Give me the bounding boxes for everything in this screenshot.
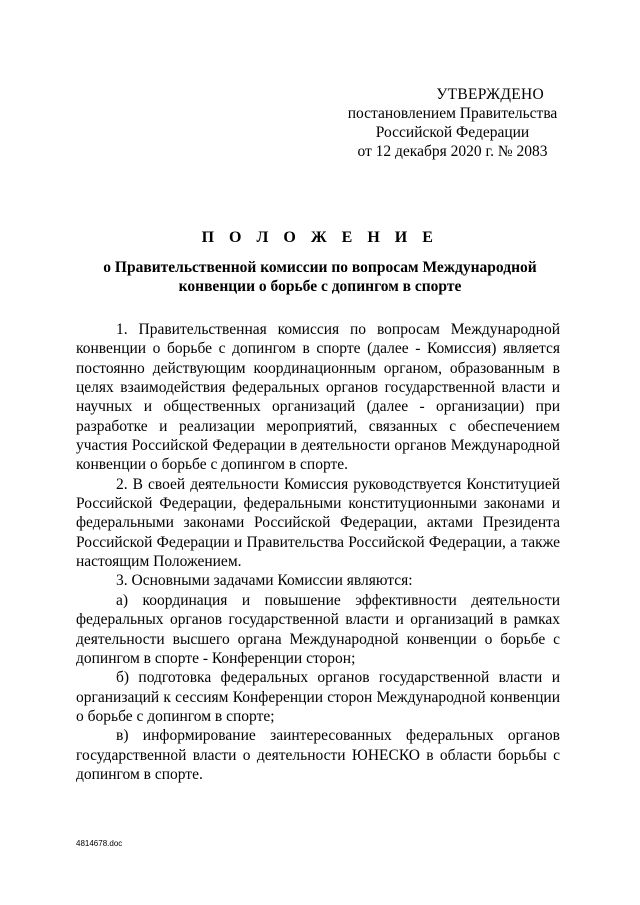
approval-line-date-number: от 12 декабря 2020 г. № 2083 bbox=[357, 143, 548, 160]
file-code: 4814678.doc bbox=[76, 839, 123, 848]
paragraph-3c: в) информирование заинтересованных федеральных органов государственной власти о деятельности ЮНЕСКО в области борьбы с допингом в спорте. bbox=[76, 727, 560, 783]
paragraph-1: 1. Правительственная комиссия по вопросам Международной конвенции о борьбе с допингом в спорте (далее - Комиссия) является постоянно действующим координационным органом, образованным в целях взаимодействия федеральных органов государственной власти и научных и общественных организаций (далее - организации) при разработке и реализации мероприятий, связанных с обеспечением участия Российской Федерации в деятельности органов Международной конвенции о борьбе с допингом в спорте. bbox=[76, 321, 560, 474]
document-title: П О Л О Ж Е Н И Е bbox=[201, 229, 439, 246]
paragraph-3a: а) координация и повышение эффективности деятельности федеральных органов государственной власти и организаций в рамках деятельности высшего органа Международной конвенции о борьбе с допингом в спорте - Конференции сторон; bbox=[76, 591, 560, 667]
paragraph-2: 2. В своей деятельности Комиссия руководствуется Конституцией Российской Федерации, федеральными конституционными законами и федеральными законами Российской Федерации, актами Президента Российской Федерации и Правительства Российской Федерации, а также настоящим Положением. bbox=[76, 475, 560, 571]
paragraph-3: 3. Основными задачами Комиссии являются: bbox=[116, 572, 413, 590]
approval-stamp bbox=[345, 85, 560, 161]
document-subtitle: о Правительственной комиссии по вопросам Международной конвенции о борьбе с допингом в спорте bbox=[103, 259, 537, 295]
approval-line-government: Российской Федерации bbox=[375, 124, 530, 141]
approval-line-decree: постановлением Правительства bbox=[347, 105, 558, 122]
approved-label: УТВЕРЖДЕНО bbox=[436, 86, 544, 103]
document-body bbox=[76, 320, 560, 784]
paragraph-3b: б) подготовка федеральных органов государственной власти и организаций к сессиям Конференции сторон Международной конвенции о борьбе с допингом в спорте; bbox=[76, 669, 560, 725]
